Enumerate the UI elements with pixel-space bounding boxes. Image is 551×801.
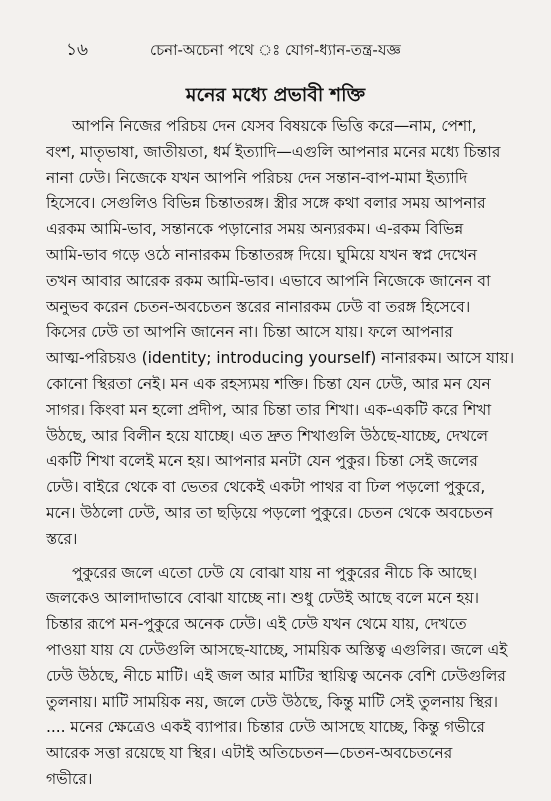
- text-line: অনুভব করেন চেতন-অবচেতন স্তরের নানারকম ঢেউ বা তরঙ্গ হিসেবে।: [46, 297, 471, 316]
- text-line: আরেক সত্তা রয়েছে যা স্থির। এটাই অতিচেতন—চেতন-অবচেতনের: [46, 744, 453, 763]
- text-line: কিসের ঢেউ তা আপনি জানেন না। চিন্তা আসে যায়। ফলে আপনার: [46, 323, 453, 342]
- text-line: পুকুরের জলে এতো ঢেউ যে বোঝা যায় না পুকুরের নীচে কি আছে।: [72, 563, 478, 582]
- text-line: আপনি নিজের পরিচয় দেন যেসব বিষয়কে ভিত্তি করে—নাম, পেশা,: [72, 117, 477, 135]
- text-line: উঠছে, আর বিলীন হয়ে যাচ্ছে। এত দ্রুত শিখাগুলি উঠছে-যাচ্ছে, দেখলে: [46, 426, 489, 445]
- section-title: মনের মধ্যে প্রভাবী শক্তি: [185, 84, 366, 106]
- body-text: [46, 114, 516, 801]
- text-line: এরকম আমি-ভাব, সন্তানকে পড়ানোর সময় অন্যরকম। এ-রকম বিভিন্ন: [46, 220, 464, 239]
- text-line: মনে। উঠলো ঢেউ, আর তা ছড়িয়ে পড়লো পুকুরে। চেতন থেকে অবচেতন: [46, 503, 494, 522]
- text-line: হিসেবে। সেগুলিও বিভিন্ন চিন্তাতরঙ্গ। স্ত্রীর সঙ্গে কথা বলার সময় আপনার: [46, 194, 486, 213]
- text-line: চিন্তার রূপে মন-পুকুরে অনেক ঢেউ। এই ঢেউ যখন থেমে যায়, দেখতে: [46, 615, 467, 634]
- text-line: বংশ, মাতৃভাষা, জাতীয়তা, ধর্ম ইত্যাদি—এগুলি আপনার মনের মধ্যে চিন্তার: [46, 142, 501, 161]
- page-header: [0, 38, 551, 62]
- paragraph: [46, 561, 516, 793]
- page-number: ১৬: [66, 40, 89, 60]
- text-line: তখন আবার আরেক রকম আমি-ভাব। এভাবে আপনি নিজেকে জানেন বা: [46, 271, 491, 290]
- text-line: আত্ম-পরিচয়ও (identity; introducing yourself) নানারকম। আসে যায়।: [46, 349, 515, 368]
- text-line: .... মনের ক্ষেত্রেও একই ব্যাপার। চিন্তার ঢেউ আসছে যাচ্ছে, কিন্তু গভীরে: [46, 718, 485, 737]
- text-line: গভীরে।: [46, 769, 93, 788]
- running-title: চেনা-অচেনা পথে ঃ যোগ-ধ্যান-তন্ত্র-যজ্ঞ: [150, 41, 401, 59]
- text-line: কোনো স্থিরতা নেই। মন এক রহস্যময় শক্তি। চিন্তা যেন ঢেউ, আর মন যেন: [46, 374, 491, 393]
- text-line: ঢেউ উঠছে, নীচে মাটি। এই জল আর মাটির স্থায়িত্ব অনেক বেশি ঢেউগুলির: [46, 666, 506, 685]
- text-line: নানা ঢেউ। নিজেকে যখন আপনি পরিচয় দেন সন্তান-বাপ-মামা ইত্যাদি: [46, 168, 468, 187]
- text-line: একটি শিখা বলেই মনে হয়। আপনার মনটা যেন পুকুর। চিন্তা সেই জলের: [46, 452, 478, 471]
- text-line: স্তরে।: [46, 529, 78, 548]
- text-line: তুলনায়। মাটি সাময়িক নয়, জলে ঢেউ উঠছে, কিন্তু মাটি সেই তুলনায় স্থির।: [46, 692, 499, 711]
- text-line: জলকেও আলাদাভাবে বোঝা যাচ্ছে না। শুধু ঢেউই আছে বলে মনে হয়।: [46, 589, 480, 608]
- text-line: আমি-ভাব গড়ে ওঠে নানারকম চিন্তাতরঙ্গ দিয়ে। ঘুমিয়ে যখন স্বপ্ন দেখেন: [46, 245, 477, 264]
- paragraph: [46, 114, 516, 553]
- text-line: সাগর। কিংবা মন হলো প্রদীপ, আর চিন্তা তার শিখা। এক-একটি করে শিখা: [46, 400, 492, 419]
- text-line: ঢেউ। বাইরে থেকে বা ভেতর থেকেই একটা পাথর বা ঢিল পড়লো পুকুরে,: [46, 478, 486, 497]
- text-line: পাওয়া যায় যে ঢেউগুলি আসছে-যাচ্ছে, সাময়িক অস্তিত্ব এগুলির। জলে এই: [46, 640, 508, 659]
